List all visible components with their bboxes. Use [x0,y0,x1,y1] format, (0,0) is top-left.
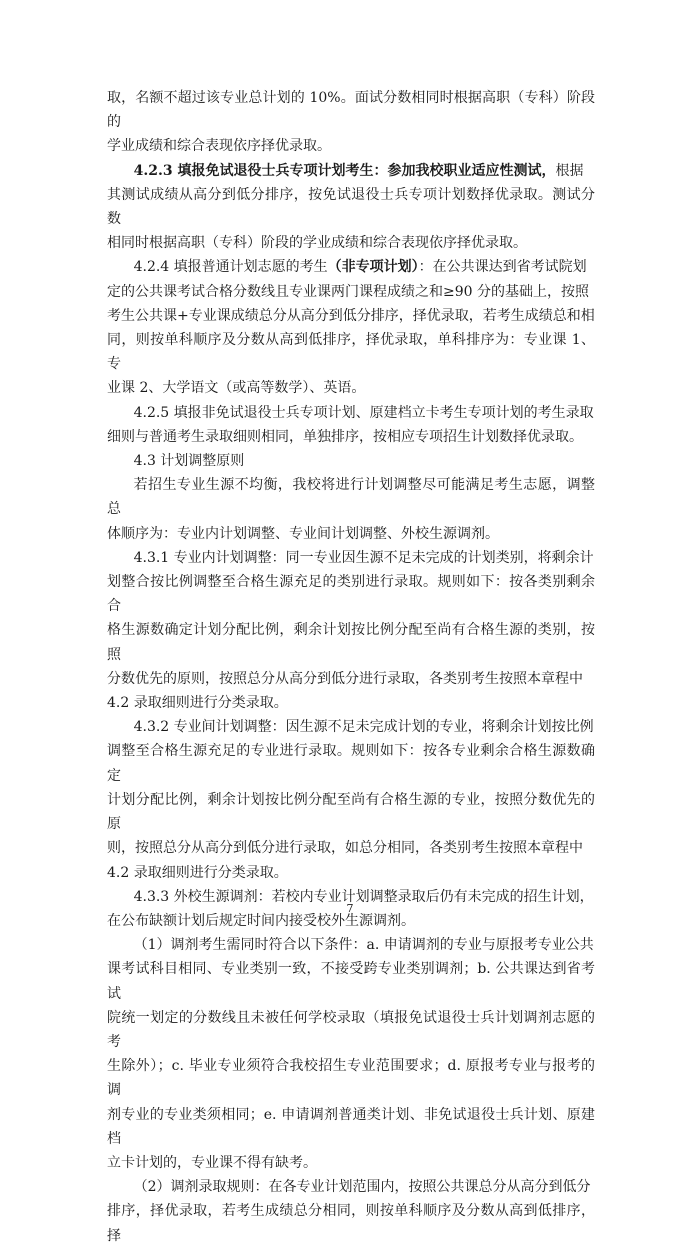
paragraph-4-3-1: 4.3.1 专业内计划调整：同一专业因生源不足未完成的计划类别，将剩余计 划整合按比例调整至合格生源充足的类别进行录取。规则如下：按各类别剩余合 格生源数确定计划分配比例，剩余计划按比例分配至尚有合格生源的类别，按照 分数优先的原则，按照总分从高分到低分进行录取，各类别考生按照本章程中 4.2 录取细则进行分类录取。 [107,549,595,712]
list-item-1: （1）调剂考生需同时符合以下条件：a. 申请调剂的专业与原报考专业公共 课考试科目相同、专业类别一致，不接受跨专业类别调剂；b. 公共课达到省考试 院统一划定的分数线且未被任何学校录取（填报免试退役士兵计划调剂志愿的考 生除外）；c. 毕业专业须符合我校招生专业范围要求；d. 原报考专业与报考的调 剂专业的专业类须相同；e. 申请调剂普通类计划、非免试退役士兵计划、原建档 立卡计划的，专业课不得有缺考。 [107,937,595,1171]
document-body [107,86,595,1248]
paragraph-4-2-3 [107,159,595,256]
page-number: 7 [346,902,354,915]
bold-non-special-plan: （非专项计划） [327,259,419,276]
list-item-2: （2）调剂录取规则：在各专业计划范围内，按照公共课总分从高分到低分 排序，择优录取，若考生成绩总分相同，则按单科顺序及分数从高到低排序，择 [107,1179,595,1244]
paragraph-4-3-3: 4.3.3 外校生源调剂：若校内专业计划调整录取后仍有未完成的招生计划， 在公布缺额计划后规定时间内接受校外生源调剂。 [107,888,594,929]
paragraph-4-2-4-text: ：在公共课达到省考试院划 定的公共课考试合格分数线且专业课两门课程成绩之和≥90 分的基础上，按照 考生公共课+专业课成绩总分从高分到低分排序，择优录取，若考生成绩总和相 同，则按单科顺序及分数从高到低排序，择优录取，单科排序为：专业课 1、专 业课 2、大学语文（或高等数学）、英语。 [107,259,595,397]
paragraph-4-3-2: 4.3.2 专业间计划调整：因生源不足未完成计划的专业，将剩余计划按比例 调整至合格生源充足的专业进行录取。规则如下：按各专业剩余合格生源数确定 计划分配比例，剩余计划按比例分配至尚有合格生源的专业，按照分数优先的原 则，按照总分从高分到低分进行录取，如总分相同，各类别考生按照本章程中 4.2 录取细则进行分类录取。 [107,719,595,881]
paragraph-4-2-3-text: 根据 其测试成绩从高分到低分排序，按免试退役士兵专项计划数择优录取。测试分数 相同时根据高职（专科）阶段的学业成绩和综合表现依序择优录取。 [107,162,595,252]
heading-4-2-4: 4.2.4 填报普通计划志愿的考生 [133,259,328,276]
section-heading-4-3: 4.3 计划调整原则 [133,453,245,470]
paragraph-4-2-5: 4.2.5 填报非免试退役士兵专项计划、原建档立卡考生专项计划的考生录取 细则与普通考生录取细则相同，单独排序，按相应专项招生计划数择优录取。 [107,404,594,445]
paragraph-continuation: 取，名额不超过该专业总计划的 10%。面试分数相同时根据高职（专科）阶段的 学业成绩和综合表现依序择优录取。 [107,90,595,155]
paragraph-4-2-4 [107,255,595,400]
bold-heading-4-2-3: 4.2.3 填报免试退役士兵专项计划考生：参加我校职业适应性测试， [133,162,556,179]
paragraph-4-3-intro: 若招生专业生源不均衡，我校将进行计划调整尽可能满足考生志愿，调整总 体顺序为：专业内计划调整、专业间计划调整、外校生源调剂。 [107,477,595,542]
